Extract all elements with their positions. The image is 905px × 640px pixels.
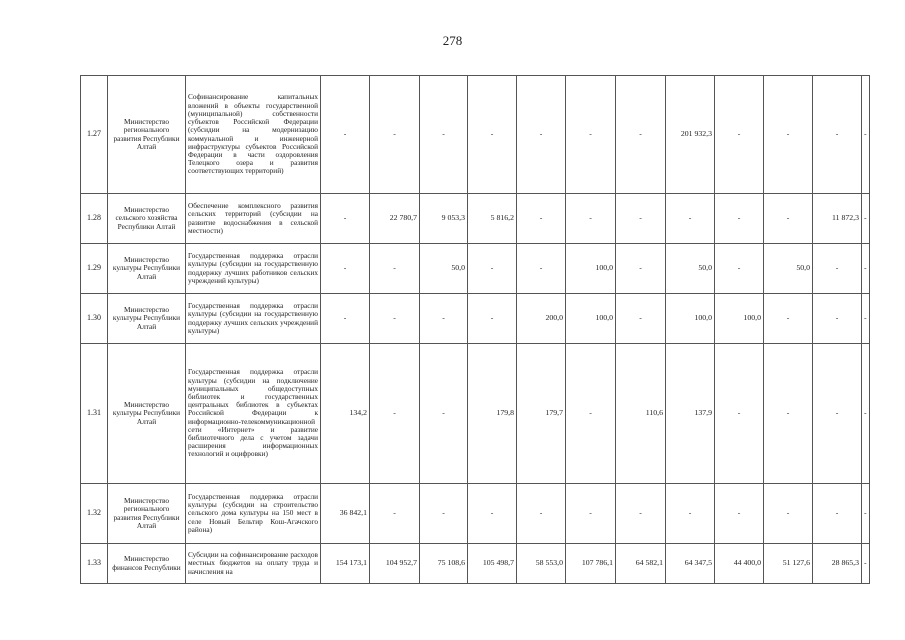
value-cell: - xyxy=(666,484,715,544)
value-cell: - xyxy=(420,344,468,484)
row-number-cell: 1.29 xyxy=(81,244,108,294)
value-cell: 51 127,6 xyxy=(764,544,813,584)
value-cell: 100,0 xyxy=(566,294,616,344)
value-cell: - xyxy=(468,76,517,194)
value-cell: - xyxy=(616,194,666,244)
value-cell: - xyxy=(370,76,420,194)
value-cell: - xyxy=(764,76,813,194)
value-cell: - xyxy=(566,344,616,484)
row-number-cell: 1.32 xyxy=(81,484,108,544)
value-cell: 44 400,0 xyxy=(715,544,764,584)
row-number-cell: 1.31 xyxy=(81,344,108,484)
row-number-cell: 1.30 xyxy=(81,294,108,344)
value-cell: - xyxy=(616,294,666,344)
value-cell: - xyxy=(370,244,420,294)
value-cell: - xyxy=(517,76,566,194)
value-cell: - xyxy=(715,484,764,544)
value-cell: 179,8 xyxy=(468,344,517,484)
value-cell: - xyxy=(813,244,862,294)
organization-cell: Министерство регионального развития Республики Алтай xyxy=(108,484,186,544)
value-cell: - xyxy=(616,244,666,294)
value-cell: - xyxy=(862,76,870,194)
description-cell: Государственная поддержка отрасли культуры (субсидии на государственную поддержку лучших сельских учреждений культуры) xyxy=(186,294,321,344)
budget-table xyxy=(80,75,870,584)
value-cell: - xyxy=(616,484,666,544)
value-cell: 50,0 xyxy=(764,244,813,294)
value-cell: - xyxy=(764,344,813,484)
table-row xyxy=(81,244,870,294)
value-cell: - xyxy=(517,244,566,294)
value-cell: 201 932,3 xyxy=(666,76,715,194)
value-cell: - xyxy=(862,194,870,244)
description-cell: Обеспечение комплексного развития сельских территорий (субсидии на развитие водоснабжения в сельской местности) xyxy=(186,194,321,244)
value-cell: 75 108,6 xyxy=(420,544,468,584)
value-cell: 134,2 xyxy=(321,344,370,484)
value-cell: 100,0 xyxy=(666,294,715,344)
value-cell: - xyxy=(420,484,468,544)
value-cell: - xyxy=(370,344,420,484)
value-cell: - xyxy=(468,244,517,294)
value-cell: - xyxy=(566,76,616,194)
organization-cell: Министерство финансов Республики xyxy=(108,544,186,584)
page-number: 278 xyxy=(442,33,463,48)
value-cell: 154 173,1 xyxy=(321,544,370,584)
value-cell: - xyxy=(862,244,870,294)
value-cell: - xyxy=(862,294,870,344)
value-cell: - xyxy=(566,194,616,244)
organization-cell: Министерство культуры Республики Алтай xyxy=(108,294,186,344)
value-cell: - xyxy=(370,484,420,544)
table-row xyxy=(81,344,870,484)
value-cell: 36 842,1 xyxy=(321,484,370,544)
value-cell: 11 872,3 xyxy=(813,194,862,244)
organization-cell: Министерство культуры Республики Алтай xyxy=(108,344,186,484)
description-cell: Государственная поддержка отрасли культуры (субсидии на государственную поддержку лучших работников сельских учреждений культуры) xyxy=(186,244,321,294)
value-cell: - xyxy=(764,194,813,244)
value-cell: - xyxy=(321,294,370,344)
value-cell: - xyxy=(715,344,764,484)
value-cell: - xyxy=(321,194,370,244)
description-cell: Софинансирование капитальных вложений в объекты государственной (муниципальной) собственности субъектов Российской Федерации (субсидии на модернизацию коммунальной и инженерной инфраструктуры субъектов Российской Федерации в части оздоровления Телецкого озера и развития соответствующих территорий) xyxy=(186,76,321,194)
description-cell: Субсидии на софинансирование расходов местных бюджетов на оплату труда и начисления на xyxy=(186,544,321,584)
value-cell: 9 053,3 xyxy=(420,194,468,244)
table-row xyxy=(81,544,870,584)
value-cell: - xyxy=(616,76,666,194)
value-cell: 5 816,2 xyxy=(468,194,517,244)
value-cell: - xyxy=(566,484,616,544)
value-cell: - xyxy=(321,244,370,294)
value-cell: 58 553,0 xyxy=(517,544,566,584)
value-cell: 100,0 xyxy=(566,244,616,294)
value-cell: 105 498,7 xyxy=(468,544,517,584)
value-cell: - xyxy=(468,294,517,344)
value-cell: - xyxy=(813,484,862,544)
value-cell: - xyxy=(813,76,862,194)
value-cell: 110,6 xyxy=(616,344,666,484)
row-number-cell: 1.33 xyxy=(81,544,108,584)
organization-cell: Министерство сельского хозяйства Республики Алтай xyxy=(108,194,186,244)
value-cell: - xyxy=(813,294,862,344)
row-number-cell: 1.27 xyxy=(81,76,108,194)
value-cell: - xyxy=(321,76,370,194)
value-cell: - xyxy=(666,194,715,244)
value-cell: 64 347,5 xyxy=(666,544,715,584)
table-row xyxy=(81,76,870,194)
value-cell: - xyxy=(764,294,813,344)
value-cell: 50,0 xyxy=(666,244,715,294)
value-cell: 50,0 xyxy=(420,244,468,294)
description-cell: Государственная поддержка отрасли культуры (субсидии на подключение муниципальных общедоступных библиотек и государственных центральных библиотек в субъектах Российской Федерации к информационно-телекоммуникационной сети «Интернет» и развитие библиотечного дела с учетом задачи расширения информационных технологий и оцифровки) xyxy=(186,344,321,484)
value-cell: - xyxy=(370,294,420,344)
value-cell: - xyxy=(468,484,517,544)
description-cell: Государственная поддержка отрасли культуры (субсидии на строительство сельского дома культуры на 150 мест в селе Новый Бельтир Кош-Агачского района) xyxy=(186,484,321,544)
value-cell: 137,9 xyxy=(666,344,715,484)
organization-cell: Министерство культуры Республики Алтай xyxy=(108,244,186,294)
organization-cell: Министерство регионального развития Республики Алтай xyxy=(108,76,186,194)
row-number-cell: 1.28 xyxy=(81,194,108,244)
value-cell: - xyxy=(715,194,764,244)
value-cell: - xyxy=(420,294,468,344)
value-cell: 200,0 xyxy=(517,294,566,344)
value-cell: - xyxy=(862,344,870,484)
table-row xyxy=(81,484,870,544)
value-cell: - xyxy=(715,244,764,294)
value-cell: - xyxy=(517,484,566,544)
value-cell: 28 865,3 xyxy=(813,544,862,584)
value-cell: - xyxy=(715,76,764,194)
value-cell: 104 952,7 xyxy=(370,544,420,584)
value-cell: 22 780,7 xyxy=(370,194,420,244)
value-cell: 64 582,1 xyxy=(616,544,666,584)
value-cell: - xyxy=(517,194,566,244)
value-cell: 179,7 xyxy=(517,344,566,484)
value-cell: - xyxy=(862,484,870,544)
value-cell: 100,0 xyxy=(715,294,764,344)
value-cell: - xyxy=(764,484,813,544)
table-row xyxy=(81,294,870,344)
value-cell: - xyxy=(813,344,862,484)
value-cell: 107 786,1 xyxy=(566,544,616,584)
value-cell: - xyxy=(862,544,870,584)
value-cell: - xyxy=(420,76,468,194)
table-row xyxy=(81,194,870,244)
